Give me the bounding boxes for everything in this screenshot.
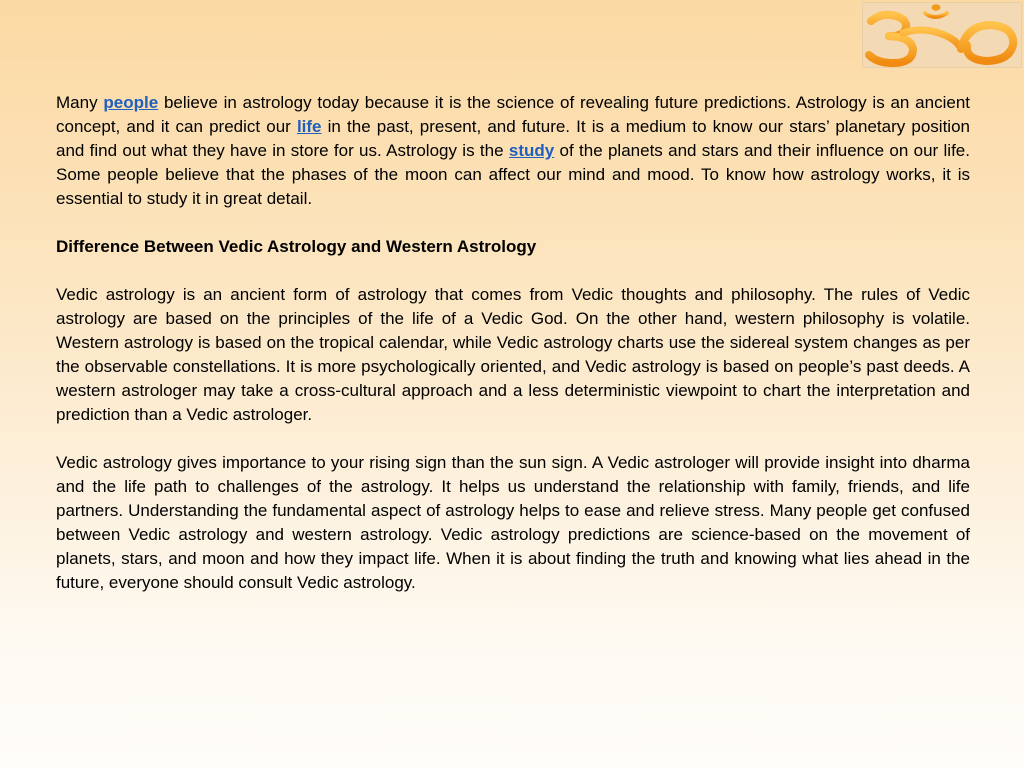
section-heading: Difference Between Vedic Astrology and Western Astrology (56, 237, 537, 256)
intro-text-1: Many (56, 93, 104, 112)
om-logo (862, 2, 1022, 68)
vedic-western-paragraph: Vedic astrology is an ancient form of astrology that comes from Vedic thoughts and philosophy. The rules of Vedic astrology are based on the principles of the life of a Vedic God. On the other hand, western philosophy is volatile. Western astrology is based on the tropical calendar, while Vedic astrology charts use the sidereal system changes as per the observable constellations. It is more psychologically oriented, and Vedic astrology is based on people’s past deeds. A western astrologer may take a cross-cultural approach and a less deterministic viewpoint to chart the interpretation and prediction than a Vedic astrologer. (56, 285, 970, 424)
people-link[interactable]: people (103, 93, 159, 112)
study-link[interactable]: study (508, 141, 555, 160)
vedic-importance-paragraph: Vedic astrology gives importance to your rising sign than the sun sign. A Vedic astrologer will provide insight into dharma and the life path to challenges of the astrology. It helps us understand the relationship with family, friends, and life partners. Understanding the fundamental aspect of astrology helps to ease and relieve stress. Many people get confused between Vedic astrology and western astrology. Vedic astrology predictions are science-based on the movement of planets, stars, and moon and how they impact life. When it is about finding the truth and knowing what lies ahead in the future, everyone should consult Vedic astrology. (56, 453, 970, 592)
intro-paragraph (56, 91, 970, 211)
life-link[interactable]: life (296, 117, 322, 136)
om-symbol-icon (863, 3, 1021, 67)
intro-text-2: believe in astrology today because it is the science of revealing future predictions. Astrology is an ancient concept, and it can predict our (56, 93, 970, 136)
article-content (56, 91, 970, 619)
intro-text-3: in the past, present, and future. It is a medium to know our stars’ planetary position and find out what they have in store for us. Astrology is the (56, 117, 970, 160)
intro-text-4: of the planets and stars and their influence on our life. Some people believe that the phases of the moon can affect our mind and mood. To know how astrology works, it is essential to study it in great detail. (56, 141, 970, 208)
